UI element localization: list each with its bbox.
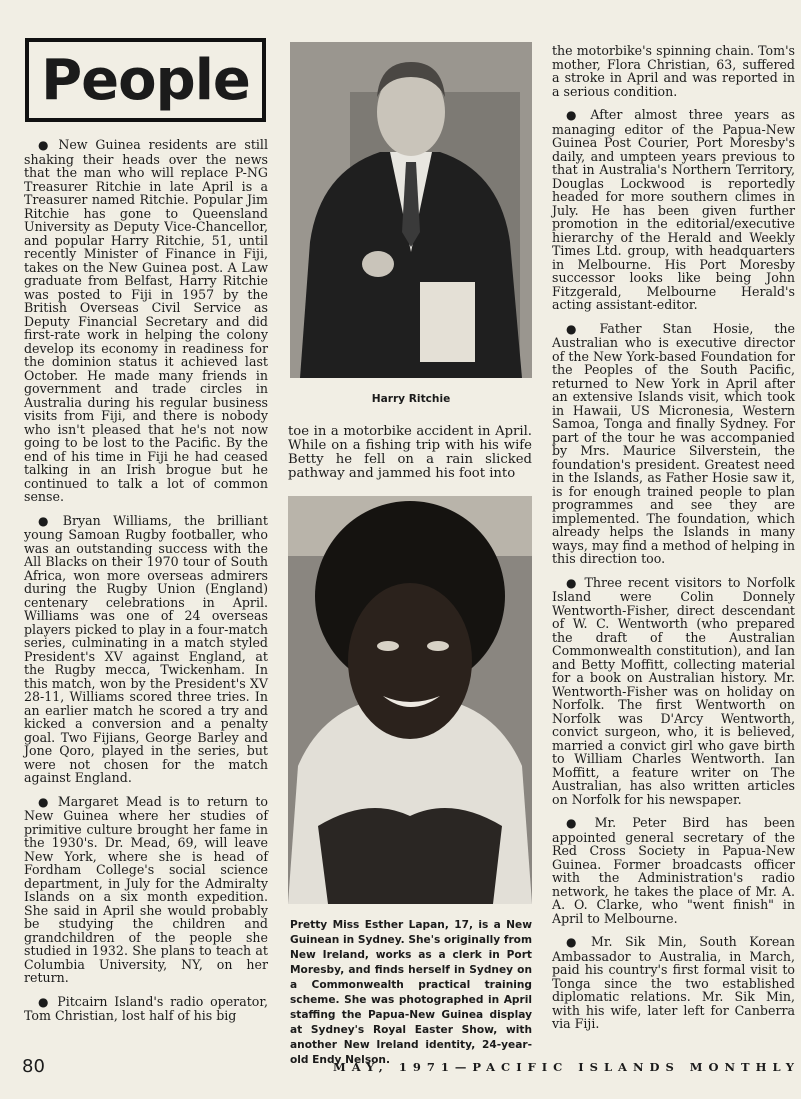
photo-esther-lapan xyxy=(288,496,532,904)
portrait-woman-image xyxy=(288,496,532,904)
bullet-icon: ● xyxy=(566,816,589,830)
section-title-box xyxy=(25,38,266,122)
article-column-1 xyxy=(24,138,268,1033)
bullet-icon: ● xyxy=(38,994,52,1009)
bullet-icon: ● xyxy=(566,575,579,590)
bullet-icon: ● xyxy=(38,794,52,809)
running-head: MAY, 1971—PACIFIC ISLANDS MONTHLY xyxy=(333,1060,801,1074)
article-column-3 xyxy=(552,44,795,1041)
paragraph-continued: the motorbike's spinning chain. Tom's mother, Flora Christian, 63, suffered a stroke in April and was reported in a serious condition. xyxy=(552,43,795,99)
article-column-2 xyxy=(288,425,532,491)
paragraph: ● Bryan Williams, the brilliant young Samoan Rugby footballer, who was an outstanding success with the All Blacks on their 1970 tour of South Africa, won more overseas admirers during the Rugby Union (England) centenary celebrations in April. Williams was one of 24 overseas players picked to play in a four-match series, culminating in a match styled President's XV against England, at the Rugby mecca, Twickenham. In this match, won by the President's XV 28-11, Williams scored three tries. In an earlier match he scored a try and kicked a conversion and a penalty goal. Two Fijians, George Barley and Jone Qoro, played in the series, but were not chosen for the match against England. xyxy=(24,512,268,785)
bullet-icon: ● xyxy=(566,108,585,122)
paragraph: ● Margaret Mead is to return to New Guinea where her studies of primitive culture brought her fame in the 1930's. Dr. Mead, 69, will leave New York, where she is head of Fordham College's social science department, in July for the Admiralty Islands on a six month expedition. She said in April she would probably be studying the children and grandchildren of the people she studied in 1932. She plans to teach at Columbia University, NY, on her return. xyxy=(24,793,268,985)
paragraph: ● New Guinea residents are still shaking their heads over the news that the man who will replace P-NG Treasurer Ritchie in late April is a Treasurer named Ritchie. Popular Jim Ritchie has gone to Queensland University as Deputy Vice-Chancellor, and popular Harry Ritchie, 51, until recently Minister of Finance in Fiji, takes on the New Guinea post. A Law graduate from Belfast, Harry Ritchie was posted to Fiji in 1957 by the British Overseas Civil Service as Deputy Financial Secretary and did first-rate work in helping the colony develop its economy in readiness for the dominion status it achieved last October. He made many friends in government and trade circles in Australia during his regular business visits from Fiji, and there is nobody who isn't pleased that he's not now going to be lost to the Pacific. By the end of his time in Fiji he had ceased talking in an Irish brogue but he continued to talk a lot of common sense. xyxy=(24,137,268,504)
bullet-icon: ● xyxy=(566,321,594,336)
paragraph: ● Pitcairn Island's radio operator, Tom Christian, lost half of his big xyxy=(24,993,268,1023)
bullet-icon: ● xyxy=(566,935,585,949)
photo-harry-ritchie xyxy=(290,42,532,378)
photo-caption-ritchie: Harry Ritchie xyxy=(371,393,451,405)
paragraph: ● After almost three years as managing editor of the Papua-New Guinea Post Courier, Port Moresby's daily, and umpteen years previous to that in Australia's Northern Territory, Douglas Lockwood is reportedly headed for more southern climes in July. He has been given further promotion in the editorial/executive hierarchy of the Herald and Weekly Times Ltd. group, with headquarters in Melbourne. His Port Moresby successor looks like being John Fitzgerald, Melbourne Herald's acting assistant-editor. xyxy=(552,107,795,312)
page-footer xyxy=(0,1052,801,1082)
section-title: People xyxy=(41,47,250,113)
paragraph: ● Three recent visitors to Norfolk Island were Colin Donnely Wentworth-Fisher, direct descendant of W. C. Wentworth (who prepared the draft of the Australian Commonwealth constitution), and Ian and Betty Moffitt, collecting material for a book on Australian history. Mr. Wentworth-Fisher was on holiday on Norfolk. The first Wentworth on Norfolk was D'Arcy Wentworth, convict surgeon, who, it is believed, married a convict girl who gave birth to William Charles Wentworth. Ian Moffitt, a feature writer on The Australian, has also written articles on Norfolk for his newspaper. xyxy=(552,574,795,807)
paragraph: ● Father Stan Hosie, the Australian who is executive director of the New York-based Foundation for the Peoples of the South Pacific, returned to New York in April after an extensive Islands visit, which took in Hawaii, US Micronesia, Western Samoa, Tonga and finally Sydney. For part of the tour he was accompanied by Mrs. Maurice Silverstein, the foundation's president. Greatest need in the Islands, as Father Hosie saw it, is for enough trained people to plan programmes and see they are implemented. The foundation, which already helps the Islands in many ways, may find a method of helping in this direction too. xyxy=(552,320,795,566)
paragraph-continued: toe in a motorbike accident in April. While on a fishing trip with his wife Betty he fell on a rain slicked pathway and jammed his foot into xyxy=(288,424,532,482)
paragraph: ● Mr. Peter Bird has been appointed general secretary of the Red Cross Society in Papua-New Guinea. Former broadcasts officer with the Administration's radio network, he takes the place of Mr. A. A. O. Clarke, who "went finish" in April to Melbourne. xyxy=(552,815,795,926)
portrait-man-image xyxy=(290,42,532,378)
paragraph: ● Mr. Sik Min, South Korean Ambassador to Australia, in March, paid his country's first formal visit to Tonga since the two established diplomatic relations. Mr. Sik Min, with his wife, later left for Canberra via Fiji. xyxy=(552,934,795,1031)
bullet-icon: ● xyxy=(38,138,53,152)
page-number: 80 xyxy=(22,1056,45,1077)
bullet-icon: ● xyxy=(38,513,57,528)
photo-caption-lapan: Pretty Miss Esther Lapan, 17, is a New Guinean in Sydney. She's originally from New Ireland, works as a clerk in Port Moresby, and finds herself in Sydney on a Commonwealth practical training scheme. She was photographed in April staffing the Papua-New Guinea display at Sydney's Royal Easter Show, with another New Ireland identity, 24-year-old Endy Nelson. xyxy=(290,919,532,1066)
